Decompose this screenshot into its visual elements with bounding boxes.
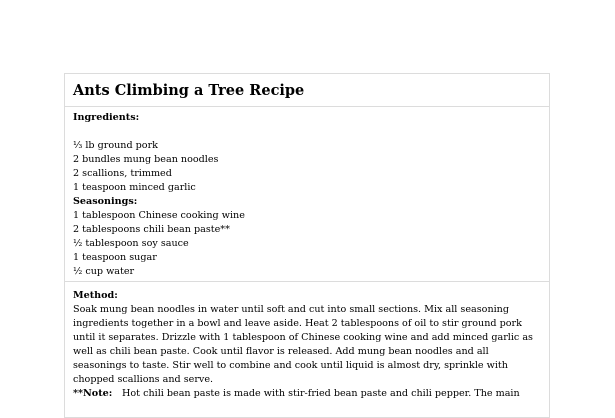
recipe-header <box>65 74 549 107</box>
seasoning-item: ½ tablespoon soy sauce <box>73 238 189 249</box>
ingredients-label: Ingredients: <box>73 112 140 123</box>
seasoning-item: 1 teaspoon sugar <box>73 252 157 263</box>
spacer <box>73 125 541 139</box>
method-section <box>65 281 549 408</box>
note-paragraph <box>73 387 541 401</box>
ingredients-section <box>65 107 549 281</box>
ingredient-item: 2 scallions, trimmed <box>73 168 172 179</box>
recipe-card <box>64 73 550 418</box>
method-label: Method: <box>73 290 118 301</box>
ingredient-item: 2 bundles mung bean noodles <box>73 154 219 165</box>
recipe-title: Ants Climbing a Tree Recipe <box>73 81 305 99</box>
ingredient-item: ⅓ lb ground pork <box>73 140 158 151</box>
method-text: Soak mung bean noodles in water until soft and cut into small sections. Mix all seasoning ingredients together in a bowl and leave aside. Heat 2 tablespoons of oil to stir ground pork until it separates. Drizzle with 1 tablespoon of Chinese cooking wine and add minced garlic as well as chili bean paste. Cook until flavor is released. Add mung bean noodles and all seasonings to taste. Stir well to combine and cook until liquid is almost dry, sprinkle with chopped scallions and serve. <box>73 304 533 385</box>
seasoning-item: 1 tablespoon Chinese cooking wine <box>73 210 245 221</box>
seasoning-item: 2 tablespoons chili bean paste** <box>73 224 230 235</box>
seasonings-label: Seasonings: <box>73 196 138 207</box>
note-text: Hot chili bean paste is made with stir-fried bean paste and chili pepper. The main <box>122 388 520 399</box>
ingredient-item: 1 teaspoon minced garlic <box>73 182 196 193</box>
seasoning-item: ½ cup water <box>73 266 135 277</box>
note-label: **Note: <box>73 388 119 399</box>
